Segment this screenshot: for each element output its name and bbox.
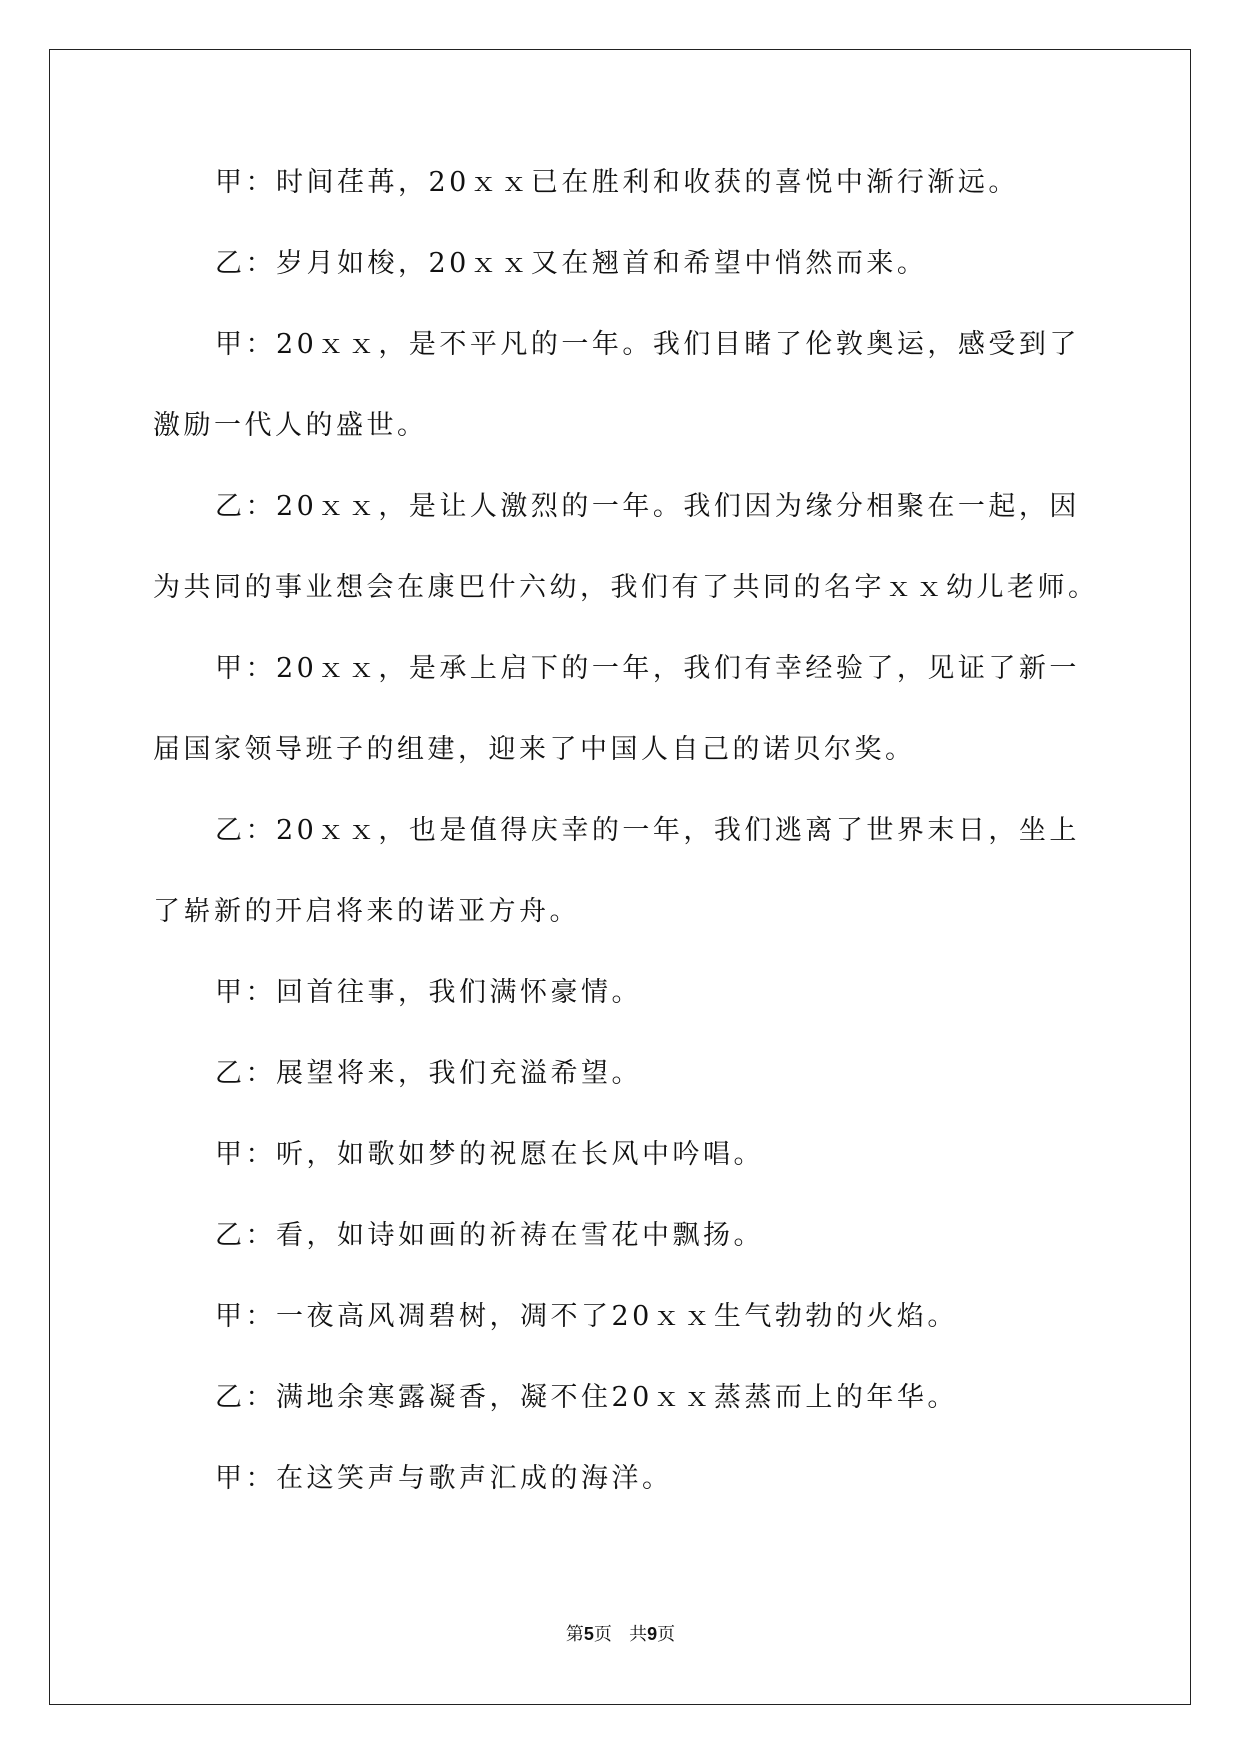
footer-total-prefix: 共 [629, 1624, 648, 1645]
paragraph-line: 甲：20ｘｘ，是不平凡的一年。我们目睹了伦敦奥运，感受到了 [215, 329, 1080, 360]
paragraph-line: 甲：在这笑声与歌声汇成的海洋。 [215, 1463, 673, 1494]
paragraph-line: 了崭新的开启将来的诺亚方舟。 [153, 896, 580, 927]
paragraph-line: 为共同的事业想会在康巴什六幼，我们有了共同的名字ｘｘ幼儿老师。 [153, 572, 1099, 603]
paragraph-line: 乙：看，如诗如画的祈祷在雪花中飘扬。 [215, 1220, 764, 1251]
current-page-number: 5 [583, 1624, 594, 1644]
paragraph-line: 甲：一夜高风凋碧树，凋不了20ｘｘ生气勃勃的火焰。 [215, 1301, 958, 1332]
paragraph-line: 甲：20ｘｘ，是承上启下的一年，我们有幸经验了，见证了新一 [215, 653, 1080, 684]
paragraph-line: 激励一代人的盛世。 [153, 410, 428, 441]
document-body [153, 167, 1099, 1545]
paragraph-line: 届国家领导班子的组建，迎来了中国人自己的诺贝尔奖。 [153, 734, 916, 765]
paragraph-line: 乙：展望将来，我们充溢希望。 [215, 1058, 642, 1089]
footer-page-word: 页 [593, 1624, 612, 1645]
paragraph-line: 乙：20ｘｘ，也是值得庆幸的一年，我们逃离了世界末日，坐上 [215, 815, 1080, 846]
paragraph-line: 乙：满地余寒露凝香，凝不住20ｘｘ蒸蒸而上的年华。 [215, 1382, 958, 1413]
paragraph-line: 甲：时间荏苒，20ｘｘ已在胜利和收获的喜悦中渐行渐远。 [215, 167, 1019, 198]
total-pages-number: 9 [647, 1624, 658, 1644]
footer-total-suffix: 页 [657, 1624, 676, 1645]
paragraph-line: 乙：20ｘｘ，是让人激烈的一年。我们因为缘分相聚在一起，因 [215, 491, 1080, 522]
paragraph-line: 甲：回首往事，我们满怀豪情。 [215, 977, 642, 1008]
page-footer [0, 1623, 1241, 1646]
footer-prefix: 第 [565, 1624, 584, 1645]
paragraph-line: 甲：听，如歌如梦的祝愿在长风中吟唱。 [215, 1139, 764, 1170]
paragraph-line: 乙：岁月如梭，20ｘｘ又在翘首和希望中悄然而来。 [215, 248, 928, 279]
